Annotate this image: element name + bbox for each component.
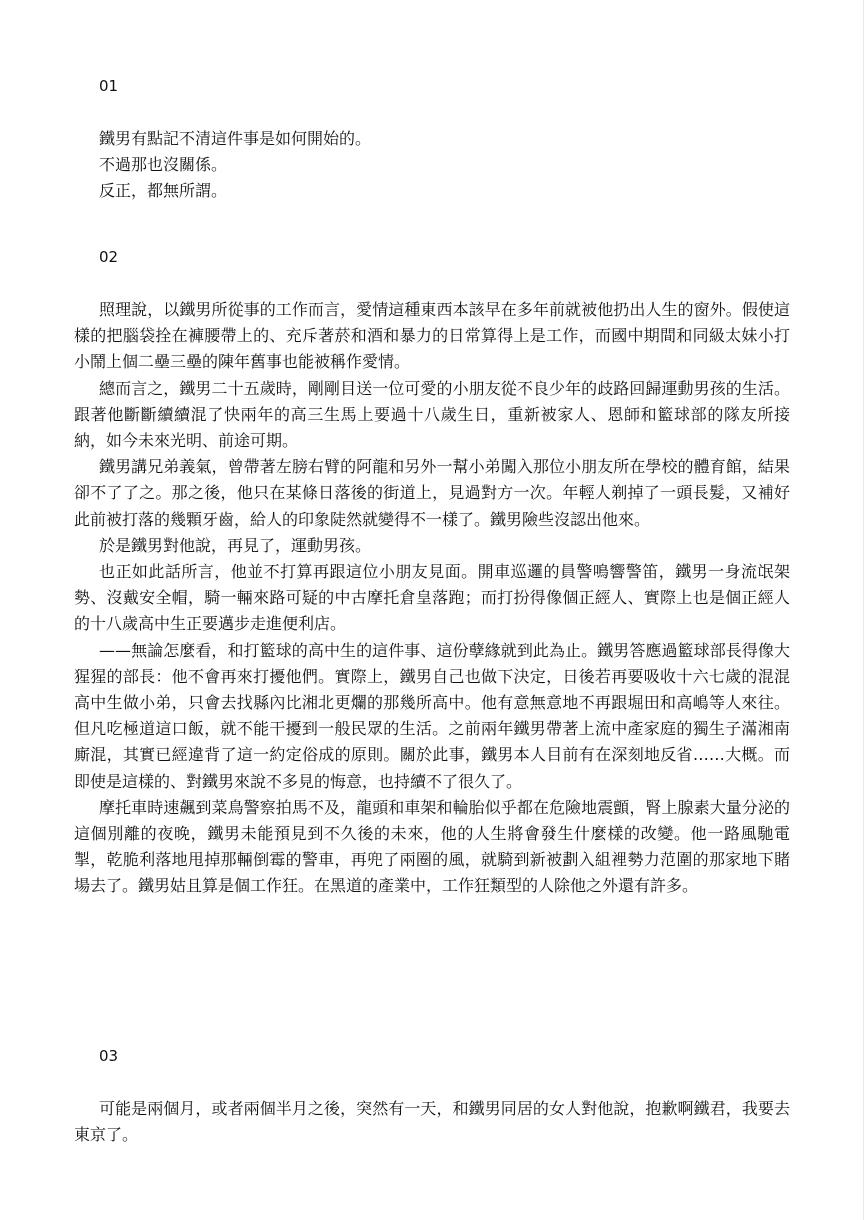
paragraph: ——無論怎麼看，和打籃球的高中生的這件事、這份孽緣就到此為止。鐵男答應過籃球部長得像大猩猩的部長：他不會再來打擾他們。實際上，鐵男自己也做下決定，日後若再要吸收十六七歲的混混高中生做小弟，只會去找縣內比湘北更爛的那幾所高中。他有意無意地不再跟堀田和高嶋等人來往。但凡吃極道這口飯，就不能干擾到一般民眾的生活。之前兩年鐵男帶著上流中產家庭的獨生子滿湘南廝混，其實已經違背了這一約定俗成的原則。關於此事，鐵男本人目前有在深刻地反省……大概。而即使是這樣的、對鐵男來說不多見的悔意，也持續不了很久了。 — [74, 640, 790, 791]
paragraph: 摩托車時速飆到菜鳥警察拍馬不及，龍頭和車架和輪胎似乎都在危險地震顫，腎上腺素大量分泌的這個別離的夜晚，鐵男未能預見到不久後的未來，他的人生將會發生什麼樣的改變。他一路風馳電掣，乾脆利落地甩掉那輛倒霉的警車，再兜了兩圈的風，就騎到新被劃入組裡勢力范圍的那家地下賭場去了。鐵男姑且算是個工作狂。在黑道的產業中，工作狂類型的人除他之外還有許多。 — [74, 797, 790, 896]
section-number: 02 — [99, 248, 119, 266]
paragraph: 不過那也沒關係。 — [99, 155, 228, 175]
paragraph: 也正如此話所言，他並不打算再跟這位小朋友見面。開車巡邏的員警鳴響警笛，鐵男一身流氓架勢、沒戴安全帽，騎一輛來路可疑的中古摩托倉皇落跑；而打扮得像個正經人、實際上也是個正經人的十八歲高中生正要邁步走進便利店。 — [74, 562, 790, 634]
paragraph: 鐵男講兄弟義氣，曾帶著左膀右臂的阿龍和另外一幫小弟闖入那位小朋友所在學校的體育館，結果卻不了了之。那之後，他只在某條日落後的街道上，見過對方一次。年輕人剃掉了一頭長髮，又補好此前被打落的幾顆牙齒，給人的印象陡然就變得不一樣了。鐵男險些沒認出他來。 — [74, 457, 790, 529]
section-01 — [74, 76, 790, 205]
paragraph: 於是鐵男對他說，再見了，運動男孩。 — [99, 535, 372, 555]
section-02 — [74, 247, 790, 900]
section-number: 01 — [99, 77, 119, 95]
paragraph: 可能是兩個月，或者兩個半月之後，突然有一天，和鐵男同居的女人對他說，抱歉啊鐵君，我要去東京了。 — [74, 1099, 790, 1145]
paragraph: 反正，都無所謂。 — [99, 181, 228, 201]
paragraph: 照理說，以鐵男所從事的工作而言，愛情這種東西本該早在多年前就被他扔出人生的窗外。假使這樣的把腦袋拴在褲腰帶上的、充斥著菸和酒和暴力的日常算得上是工作，而國中期間和同級太妹小打小鬧上個二壘三壘的陳年舊事也能被稱作愛情。 — [74, 300, 790, 372]
section-03 — [74, 1046, 790, 1148]
paragraph: 鐵男有點記不清這件事是如何開始的。 — [99, 129, 372, 148]
paragraph: 總而言之，鐵男二十五歲時，剛剛目送一位可愛的小朋友從不良少年的歧路回歸運動男孩的生活。跟著他斷斷續續混了快兩年的高三生馬上要過十八歲生日，重新被家人、恩師和籃球部的隊友所接納，如今未來光明、前途可期。 — [74, 378, 790, 451]
section-number: 03 — [99, 1047, 119, 1065]
